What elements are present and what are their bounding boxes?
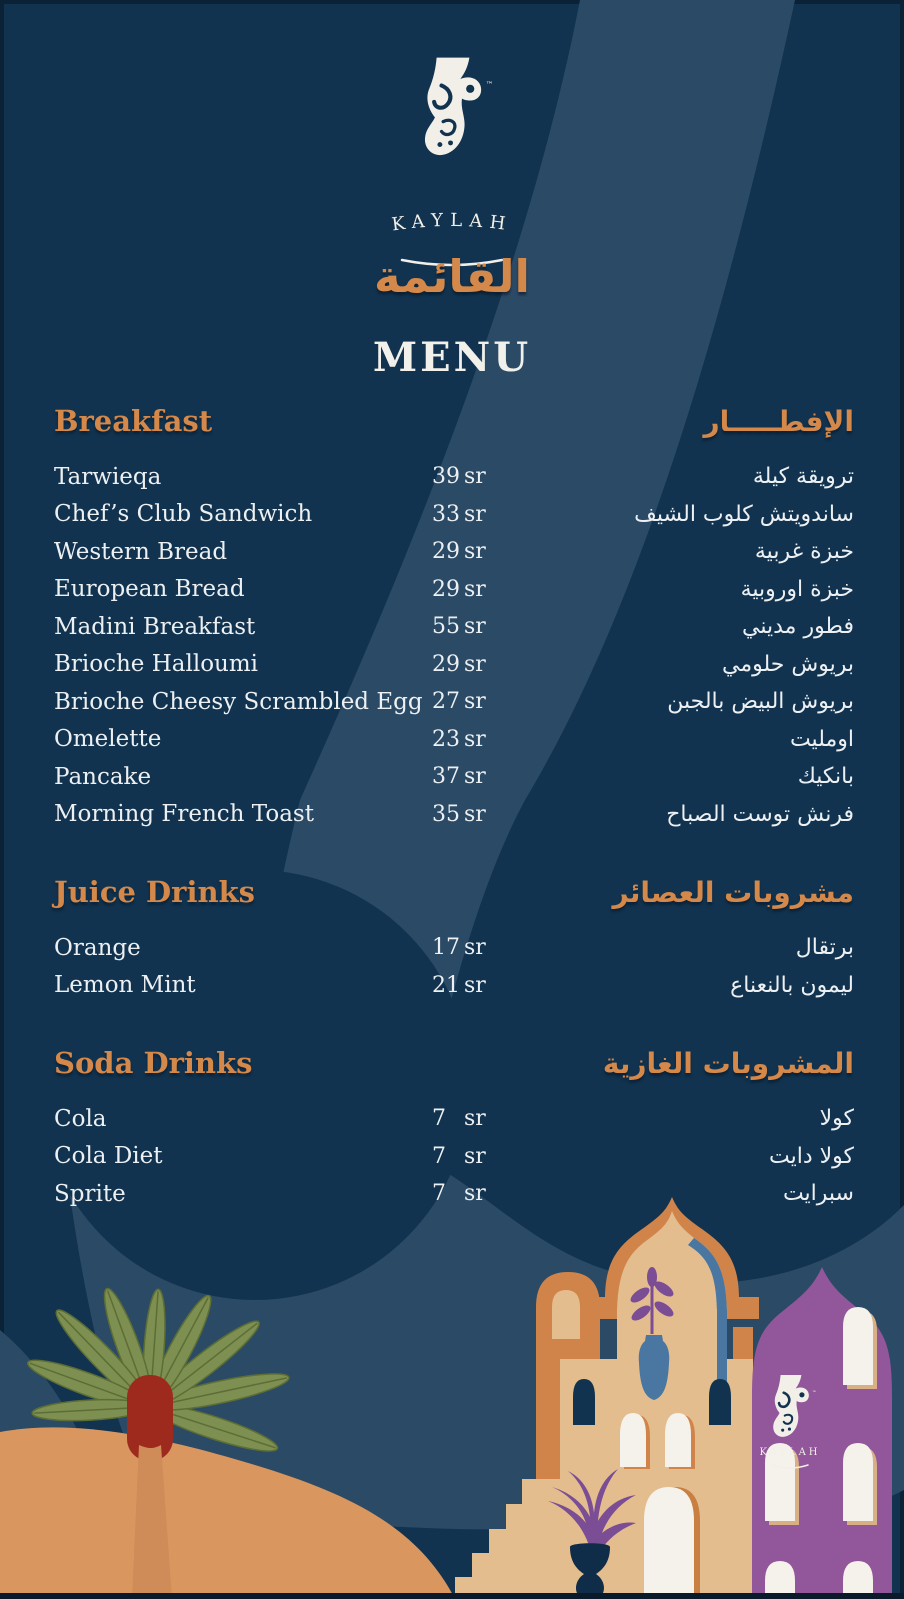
menu-item bbox=[54, 458, 854, 496]
item-name-en: Chef’s Club Sandwich bbox=[54, 501, 313, 528]
price-currency: sr bbox=[464, 972, 486, 998]
price-currency: sr bbox=[464, 1143, 486, 1169]
price-currency: sr bbox=[464, 1106, 486, 1132]
section-header bbox=[54, 1046, 854, 1080]
price-currency: sr bbox=[464, 801, 486, 827]
menu-section-breakfast bbox=[54, 404, 854, 833]
item-price bbox=[432, 727, 527, 752]
item-price bbox=[432, 1181, 527, 1206]
price-currency: sr bbox=[464, 726, 486, 752]
price-currency: sr bbox=[464, 539, 486, 565]
item-name-en: Pancake bbox=[54, 763, 152, 790]
item-name-ar: كولا دايت bbox=[768, 1143, 854, 1169]
menu-list bbox=[54, 404, 854, 1255]
item-price bbox=[432, 539, 527, 564]
item-name-ar: خبزة اوروبية bbox=[740, 576, 854, 602]
item-name-en: Cola Diet bbox=[54, 1143, 163, 1170]
price-currency: sr bbox=[464, 764, 486, 790]
price-currency: sr bbox=[464, 689, 486, 715]
item-price bbox=[432, 764, 527, 789]
item-name-en: Brioche Halloumi bbox=[54, 651, 259, 678]
menu-section-juice bbox=[54, 875, 854, 1004]
price-number: 35 bbox=[432, 801, 460, 827]
price-currency: sr bbox=[464, 935, 486, 961]
menu-item bbox=[54, 496, 854, 534]
price-number: 39 bbox=[432, 464, 460, 490]
section-title-ar: الإفطـــــار bbox=[703, 405, 854, 438]
menu-item bbox=[54, 796, 854, 834]
item-name-en: Brioche Cheesy Scrambled Egg bbox=[54, 688, 423, 715]
item-name-ar: بريوش حلومي bbox=[722, 651, 854, 677]
item-price bbox=[432, 577, 527, 602]
item-name-ar: ليمون بالنعناع bbox=[730, 972, 854, 998]
purple-building bbox=[752, 1267, 892, 1599]
item-name-ar: ساندويتش كلوب الشيف bbox=[634, 501, 854, 527]
item-name-ar: بانكيك bbox=[797, 764, 854, 790]
item-price bbox=[432, 652, 527, 677]
sand-dune bbox=[0, 1427, 455, 1599]
menu-item bbox=[54, 1100, 854, 1138]
menu-item bbox=[54, 758, 854, 796]
section-header bbox=[54, 875, 854, 909]
section-title-en: Juice Drinks bbox=[54, 875, 255, 909]
price-currency: sr bbox=[464, 1181, 486, 1207]
section-header bbox=[54, 404, 854, 438]
price-number: 27 bbox=[432, 689, 460, 715]
menu-item bbox=[54, 967, 854, 1005]
price-number: 29 bbox=[432, 576, 460, 602]
item-name-en: Western Bread bbox=[54, 538, 228, 565]
kaylah-logo: ™ KAYLAH bbox=[0, 48, 904, 283]
item-name-en: Tarwieqa bbox=[54, 463, 162, 490]
item-name-en: Lemon Mint bbox=[54, 972, 196, 999]
section-title-ar: مشروبات العصائر bbox=[612, 876, 854, 909]
price-currency: sr bbox=[464, 501, 486, 527]
menu-item bbox=[54, 608, 854, 646]
menu-items bbox=[54, 929, 854, 1004]
menu-items bbox=[54, 1100, 854, 1213]
price-number: 55 bbox=[432, 614, 460, 640]
menu-item bbox=[54, 1175, 854, 1213]
item-price bbox=[432, 1106, 527, 1131]
price-number: 7 bbox=[432, 1143, 446, 1169]
menu-item bbox=[54, 646, 854, 684]
item-name-ar: خبزة غربية bbox=[754, 539, 854, 565]
menu-item bbox=[54, 721, 854, 759]
section-title-en: Soda Drinks bbox=[54, 1046, 253, 1080]
price-number: 33 bbox=[432, 501, 460, 527]
menu-items bbox=[54, 458, 854, 833]
price-number: 37 bbox=[432, 764, 460, 790]
menu-item bbox=[54, 533, 854, 571]
price-currency: sr bbox=[464, 464, 486, 490]
price-number: 7 bbox=[432, 1181, 446, 1207]
item-price bbox=[432, 973, 527, 998]
menu-item bbox=[54, 1138, 854, 1176]
item-name-ar: بريوش البيض بالجبن bbox=[667, 689, 854, 715]
item-name-en: Orange bbox=[54, 934, 141, 961]
price-number: 29 bbox=[432, 539, 460, 565]
section-title-en: Breakfast bbox=[54, 404, 213, 438]
item-price bbox=[432, 614, 527, 639]
tan-building bbox=[455, 1197, 759, 1599]
section-title-ar: المشروبات الغازية bbox=[602, 1047, 854, 1080]
price-currency: sr bbox=[464, 576, 486, 602]
price-number: 7 bbox=[432, 1106, 446, 1132]
item-price bbox=[432, 935, 527, 960]
menu-section-soda bbox=[54, 1046, 854, 1213]
item-price bbox=[432, 502, 527, 527]
price-number: 17 bbox=[432, 935, 460, 961]
item-name-en: Omelette bbox=[54, 726, 162, 753]
item-price bbox=[432, 689, 527, 714]
item-price bbox=[432, 1144, 527, 1169]
item-name-en: Morning French Toast bbox=[54, 801, 314, 828]
item-name-ar: كولا bbox=[819, 1106, 854, 1132]
item-name-ar: ترويقة كيلة bbox=[752, 464, 854, 490]
price-number: 23 bbox=[432, 726, 460, 752]
price-number: 29 bbox=[432, 651, 460, 677]
kaylah-wordmark: KAYLAH bbox=[390, 209, 514, 236]
item-name-en: Cola bbox=[54, 1105, 107, 1132]
menu-title-english: MENU bbox=[372, 334, 532, 381]
menu-item bbox=[54, 929, 854, 967]
kaylah-wordmark-small: KAYLAH bbox=[759, 1447, 821, 1458]
item-name-en: Madini Breakfast bbox=[54, 613, 256, 640]
item-price bbox=[432, 802, 527, 827]
menu-title-arabic: القائمة bbox=[374, 250, 530, 303]
item-name-ar: فرنش توست الصباح bbox=[666, 801, 854, 827]
item-price bbox=[432, 464, 527, 489]
price-currency: sr bbox=[464, 614, 486, 640]
item-name-en: Sprite bbox=[54, 1180, 126, 1207]
menu-item bbox=[54, 571, 854, 609]
price-currency: sr bbox=[464, 651, 486, 677]
item-name-ar: برتقال bbox=[795, 935, 854, 961]
menu-item bbox=[54, 683, 854, 721]
item-name-ar: فطور مديني bbox=[742, 614, 854, 640]
item-name-ar: اومليت bbox=[789, 726, 854, 752]
item-name-en: European Bread bbox=[54, 576, 245, 603]
item-name-ar: سبرايت bbox=[782, 1181, 854, 1207]
price-number: 21 bbox=[432, 972, 460, 998]
